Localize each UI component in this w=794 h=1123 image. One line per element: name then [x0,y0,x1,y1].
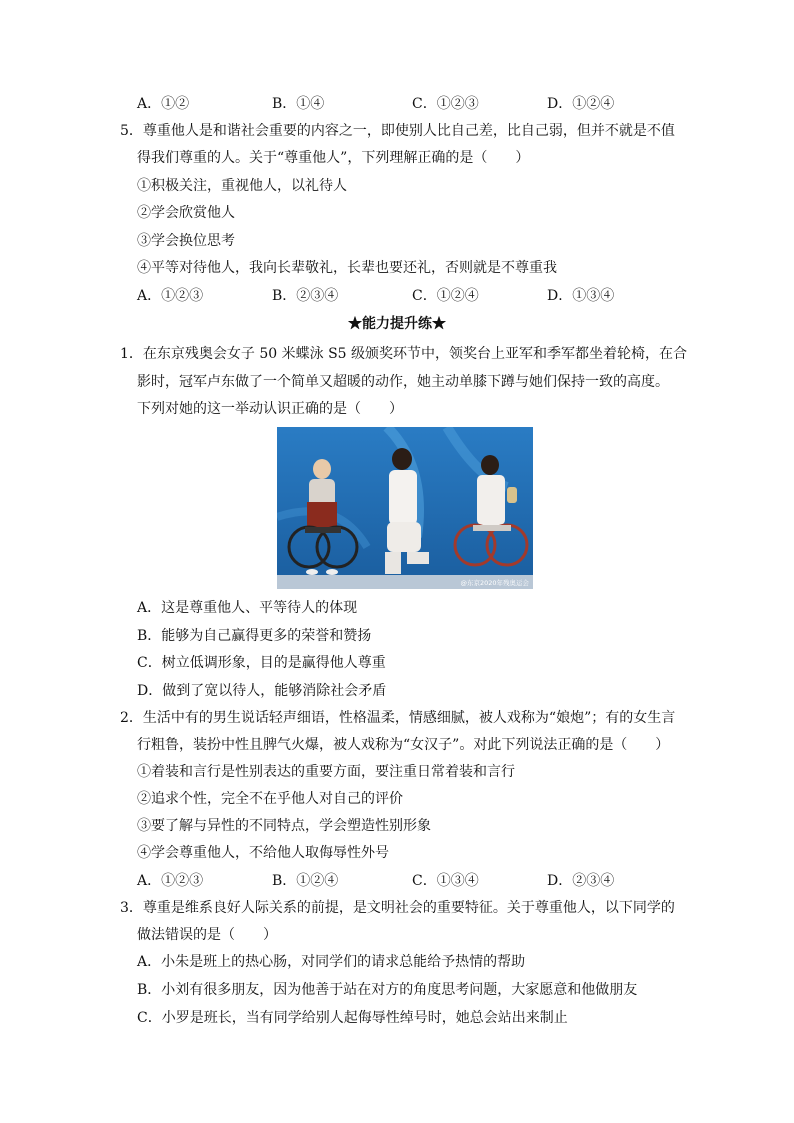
p3-stem-line2: 做法错误的是（ ） [137,927,277,943]
option-c[interactable]: C．①②④ [412,288,479,304]
p1-choice-a[interactable]: A．这是尊重他人、平等待人的体现 [137,600,358,616]
option-d[interactable]: D．②③④ [547,873,615,889]
section-title: ★能力提升练★ [348,316,446,332]
option-c[interactable]: C．①③④ [412,873,479,889]
p2-stem-line1: 2．生活中有的男生说话轻声细语，性格温柔，情感细腻，被人戏称为“娘炮”；有的女生言 [120,710,676,726]
p1-stem-line3: 下列对她的这一举动认识正确的是（ ） [137,401,403,417]
p2-item-2: ②追求个性，完全不在乎他人对自己的评价 [137,791,403,807]
p2-item-3: ③要了解与异性的不同特点，学会塑造性别形象 [137,818,431,834]
p3-stem-line1: 3．尊重是维系良好人际关系的前提，是文明社会的重要特征。关于尊重他人，以下同学的 [120,900,675,916]
q5-item-3: ③学会换位思考 [137,233,235,249]
p1-stem-line2: 影时，冠军卢东做了一个简单又超暖的动作，她主动单膝下蹲与她们保持一致的高度。 [137,374,669,390]
option-c[interactable]: C．①②③ [412,96,479,112]
option-b[interactable]: B．①②④ [272,873,339,889]
option-a[interactable]: A．①②③ [137,288,204,304]
q5-stem-line1: 5．尊重他人是和谐社会重要的内容之一，即使别人比自己差，比自己弱，但并不就是不值 [120,123,675,139]
p2-stem-line2: 行粗鲁，装扮中性且脾气火爆，被人戏称为“女汉子”。对此下列说法正确的是（ ） [137,737,670,753]
option-a[interactable]: A．①② [137,96,190,112]
option-d[interactable]: D．①②④ [547,96,615,112]
p1-choice-c[interactable]: C．树立低调形象，目的是赢得他人尊重 [137,655,386,671]
option-d[interactable]: D．①③④ [547,288,615,304]
p1-choice-d[interactable]: D．做到了宽以待人，能够消除社会矛盾 [137,683,387,699]
p2-item-1: ①着装和言行是性别表达的重要方面，要注重日常着装和言行 [137,764,515,780]
podium-photo [277,427,533,589]
p3-choice-b[interactable]: B．小刘有很多朋友，因为他善于站在对方的角度思考问题，大家愿意和他做朋友 [137,982,638,998]
p2-item-4: ④学会尊重他人，不给他人取侮辱性外号 [137,845,389,861]
option-b[interactable]: B．②③④ [272,288,339,304]
q5-item-2: ②学会欣赏他人 [137,205,235,221]
q5-options [137,286,697,306]
p2-options [137,871,697,891]
podium-illustration [277,427,533,589]
q5-stem-line2: 得我们尊重的人。关于“尊重他人”，下列理解正确的是（ ） [137,150,530,166]
p3-choice-c[interactable]: C．小罗是班长，当有同学给别人起侮辱性绰号时，她总会站出来制止 [137,1010,568,1026]
q5-item-1: ①积极关注，重视他人，以礼待人 [137,178,347,194]
q5-item-4: ④平等对待他人，我向长辈敬礼，长辈也要还礼，否则就是不尊重我 [137,260,557,276]
p1-stem-line1: 1．在东京残奥会女子 50 米蝶泳 S5 级颁奖环节中，领奖台上亚军和季军都坐着轮椅，在合 [120,346,688,362]
q4-options [137,94,697,114]
photo-caption: @东京2020年残奥运会 [460,579,529,587]
p1-choice-b[interactable]: B．能够为自己赢得更多的荣誉和赞扬 [137,628,372,644]
option-b[interactable]: B．①④ [272,96,325,112]
option-a[interactable]: A．①②③ [137,873,204,889]
p3-choice-a[interactable]: A．小朱是班上的热心肠，对同学们的请求总能给予热情的帮助 [137,954,526,970]
